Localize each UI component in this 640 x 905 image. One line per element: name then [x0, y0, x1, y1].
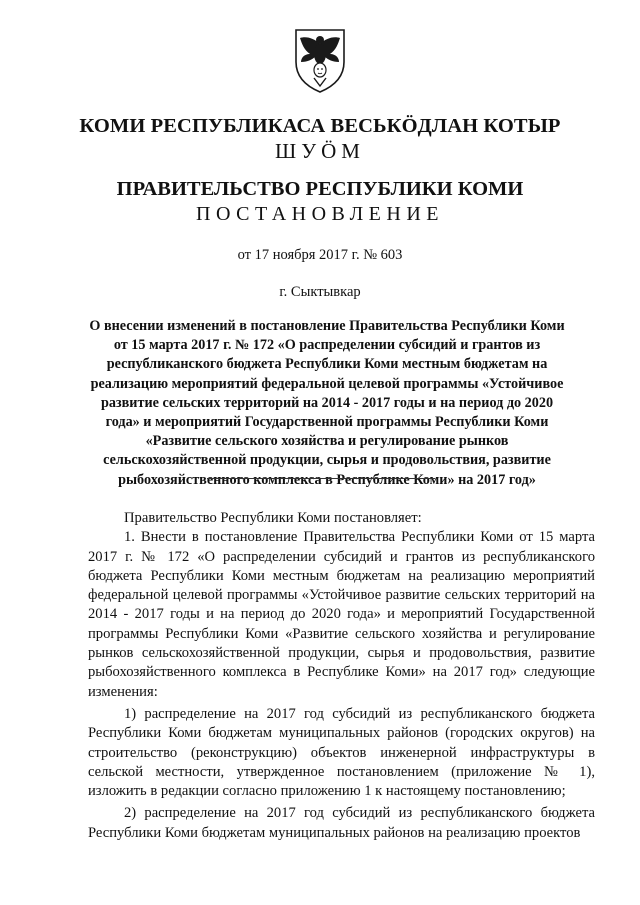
document-type: ПОСТАНОВЛЕНИЕ	[196, 203, 444, 225]
coat-of-arms-icon	[290, 24, 350, 94]
document-body	[88, 509, 595, 843]
paragraph-2: 1) распределение на 2017 год субсидий из республиканского бюджета Республики Коми бюджетам муниципальных районов (городских округов) на строительство (реконструкцию) объектов инженерной инфраструктуры в сельской местности, утвержденное постановлением (приложение № 1), изложить в редакции согласно приложению 1 к настоящему постановлению;	[88, 705, 595, 800]
paragraph-1: 1. Внести в постановление Правительства Республики Коми от 15 марта 2017 г. № 172 «О распределении субсидий и грантов из республиканского бюджета Республики Коми местным бюджетам на реализацию мероприятий федеральной целевой программы «Устойчивое развитие сельских территорий на 2014 - 2017 годы и на период до 2020 года» и мероприятий Государственной программы Республики Коми «Развитие сельского хозяйства и регулирование рынков сельскохозяйственной продукции, сырья и продовольствия, развитие рыбохозяйственного комплекса в Республике Коми» на 2017 год» следующие изменения:	[88, 529, 595, 700]
paragraph-3: 2) распределение на 2017 год субсидий из республиканского бюджета Республики Коми бюджетам муниципальных районов на реализацию проектов	[88, 805, 595, 841]
date-number: от 17 ноября 2017 г. № 603	[237, 247, 403, 263]
government-title: ПРАВИТЕЛЬСТВО РЕСПУБЛИКИ КОМИ	[116, 178, 524, 200]
header-komi-subtitle: ШУӦМ	[275, 139, 365, 163]
intro-paragraph: Правительство Республики Коми постановляет:	[124, 510, 422, 526]
document-subject: О внесении изменений в постановление Правительства Республики Коми от 15 марта 2017 г. № 172 «О распределении субсидий и грантов из республиканского бюджета Республики Коми местным бюджетам на реализацию мероприятий федеральной целевой программы «Устойчивое развитие сельских территорий на 2014 - 2017 годы и на период до 2020 года» и мероприятий Государственной программы Республики Коми «Развитие сельского хозяйства и регулирование рынков сельскохозяйственной продукции, сырья и продовольствия, развитие рыбохозяйственного комплекса в Республике Коми» на 2017 год»	[89, 318, 565, 488]
header-komi-title: КОМИ РЕСПУБЛИКАСА ВЕСЬКӦДЛАН КОТЫР	[79, 115, 561, 137]
divider-line	[207, 478, 435, 479]
city: г. Сыктывкар	[279, 284, 361, 300]
